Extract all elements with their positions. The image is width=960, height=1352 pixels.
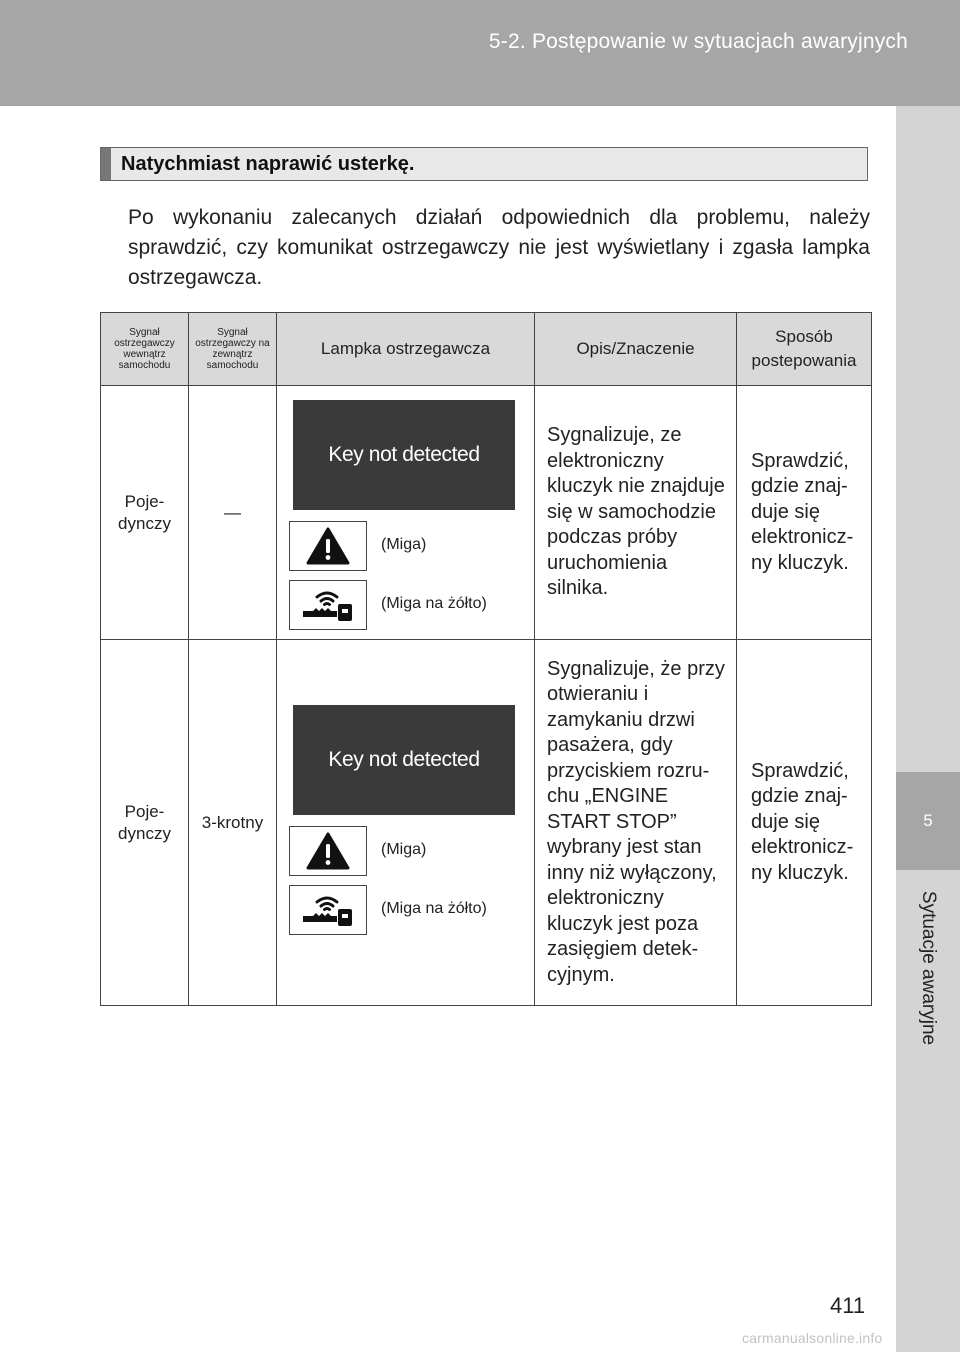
warning-table: [100, 312, 872, 1006]
action-cell: Sprawdzić, gdzie znaj-duje się elektronicz-ny kluczyk.: [737, 386, 872, 640]
page-number: 411: [830, 1293, 866, 1318]
display-screen: [293, 705, 515, 815]
outside-signal-text: 3-krotny: [201, 812, 264, 832]
description-cell: Sygnalizuje, ze elektroniczny kluczyk nie znajduje się w samochodzie podczas próby uruchomienia silnika.: [535, 386, 737, 640]
header-description: Opis/Znaczenie: [535, 313, 737, 386]
inside-signal-cell: [101, 640, 189, 1006]
outside-signal-text: —: [224, 502, 241, 522]
table-row: [101, 640, 872, 1006]
inside-signal-text: Poje-dynczy: [118, 491, 171, 533]
outside-signal-cell: [189, 640, 277, 1006]
icon-label: (Miga na żółto): [381, 900, 487, 917]
header-action: Sposób postepowania: [737, 313, 872, 386]
action-cell: Sprawdzić, gdzie znaj-duje się elektronicz-ny kluczyk.: [737, 640, 872, 1006]
icon-label: (Miga): [381, 841, 427, 858]
smart-key-indicator-icon: [289, 580, 367, 630]
outside-signal-cell: [189, 386, 277, 640]
table-header-row: [101, 313, 872, 386]
header-warning-light: Lampka ostrzegawcza: [277, 313, 535, 386]
section-heading-bar: [100, 147, 868, 181]
display-screen: [293, 400, 515, 510]
chapter-title: 5-2. Postępowanie w sytuacjach awaryjnych: [488, 30, 908, 53]
watermark: carmanualsonline.info: [742, 1330, 883, 1346]
description-cell: Sygnalizuje, że przy otwieraniu i zamykaniu drzwi pasażera, gdy przyciskiem rozru-chu „ENGINE START STOP” wybrany jest stan inny niż wyłączony, elektroniczny kluczyk jest poza zasięgiem detek-cyjnym.: [535, 640, 737, 1006]
display-message: Key not detected: [328, 748, 480, 771]
section-title: Natychmiast naprawić usterkę.: [121, 153, 415, 175]
warning-triangle-icon: [289, 521, 367, 571]
chapter-side-tab: [896, 106, 960, 1352]
warning-light-cell: [277, 640, 535, 1006]
warning-triangle-icon: [289, 826, 367, 876]
display-message: Key not detected: [328, 443, 480, 466]
page-header: [0, 0, 960, 106]
icon-label: (Miga na żółto): [381, 595, 487, 612]
smart-key-indicator-icon: [289, 885, 367, 935]
header-outside-signal: Sygnał ostrzegawczy na zewnątrz samochodu: [189, 313, 277, 386]
table-row: [101, 386, 872, 640]
section-paragraph: Po wykonaniu zalecanych działań odpowiednich dla problemu, należy sprawdzić, czy komunikat ostrzegawczy nie jest wyświetlany i zgasła lampka ostrzegawcza.: [128, 206, 870, 289]
header-inside-signal: Sygnał ostrzegawczy wewnątrz samochodu: [101, 313, 189, 386]
inside-signal-cell: [101, 386, 189, 640]
warning-light-cell: [277, 386, 535, 640]
chapter-number-tab: 5: [896, 772, 960, 870]
icon-label: (Miga): [381, 536, 427, 553]
inside-signal-text: Poje-dynczy: [118, 801, 171, 843]
chapter-side-label: Sytuacje awaryjne: [918, 890, 939, 1046]
